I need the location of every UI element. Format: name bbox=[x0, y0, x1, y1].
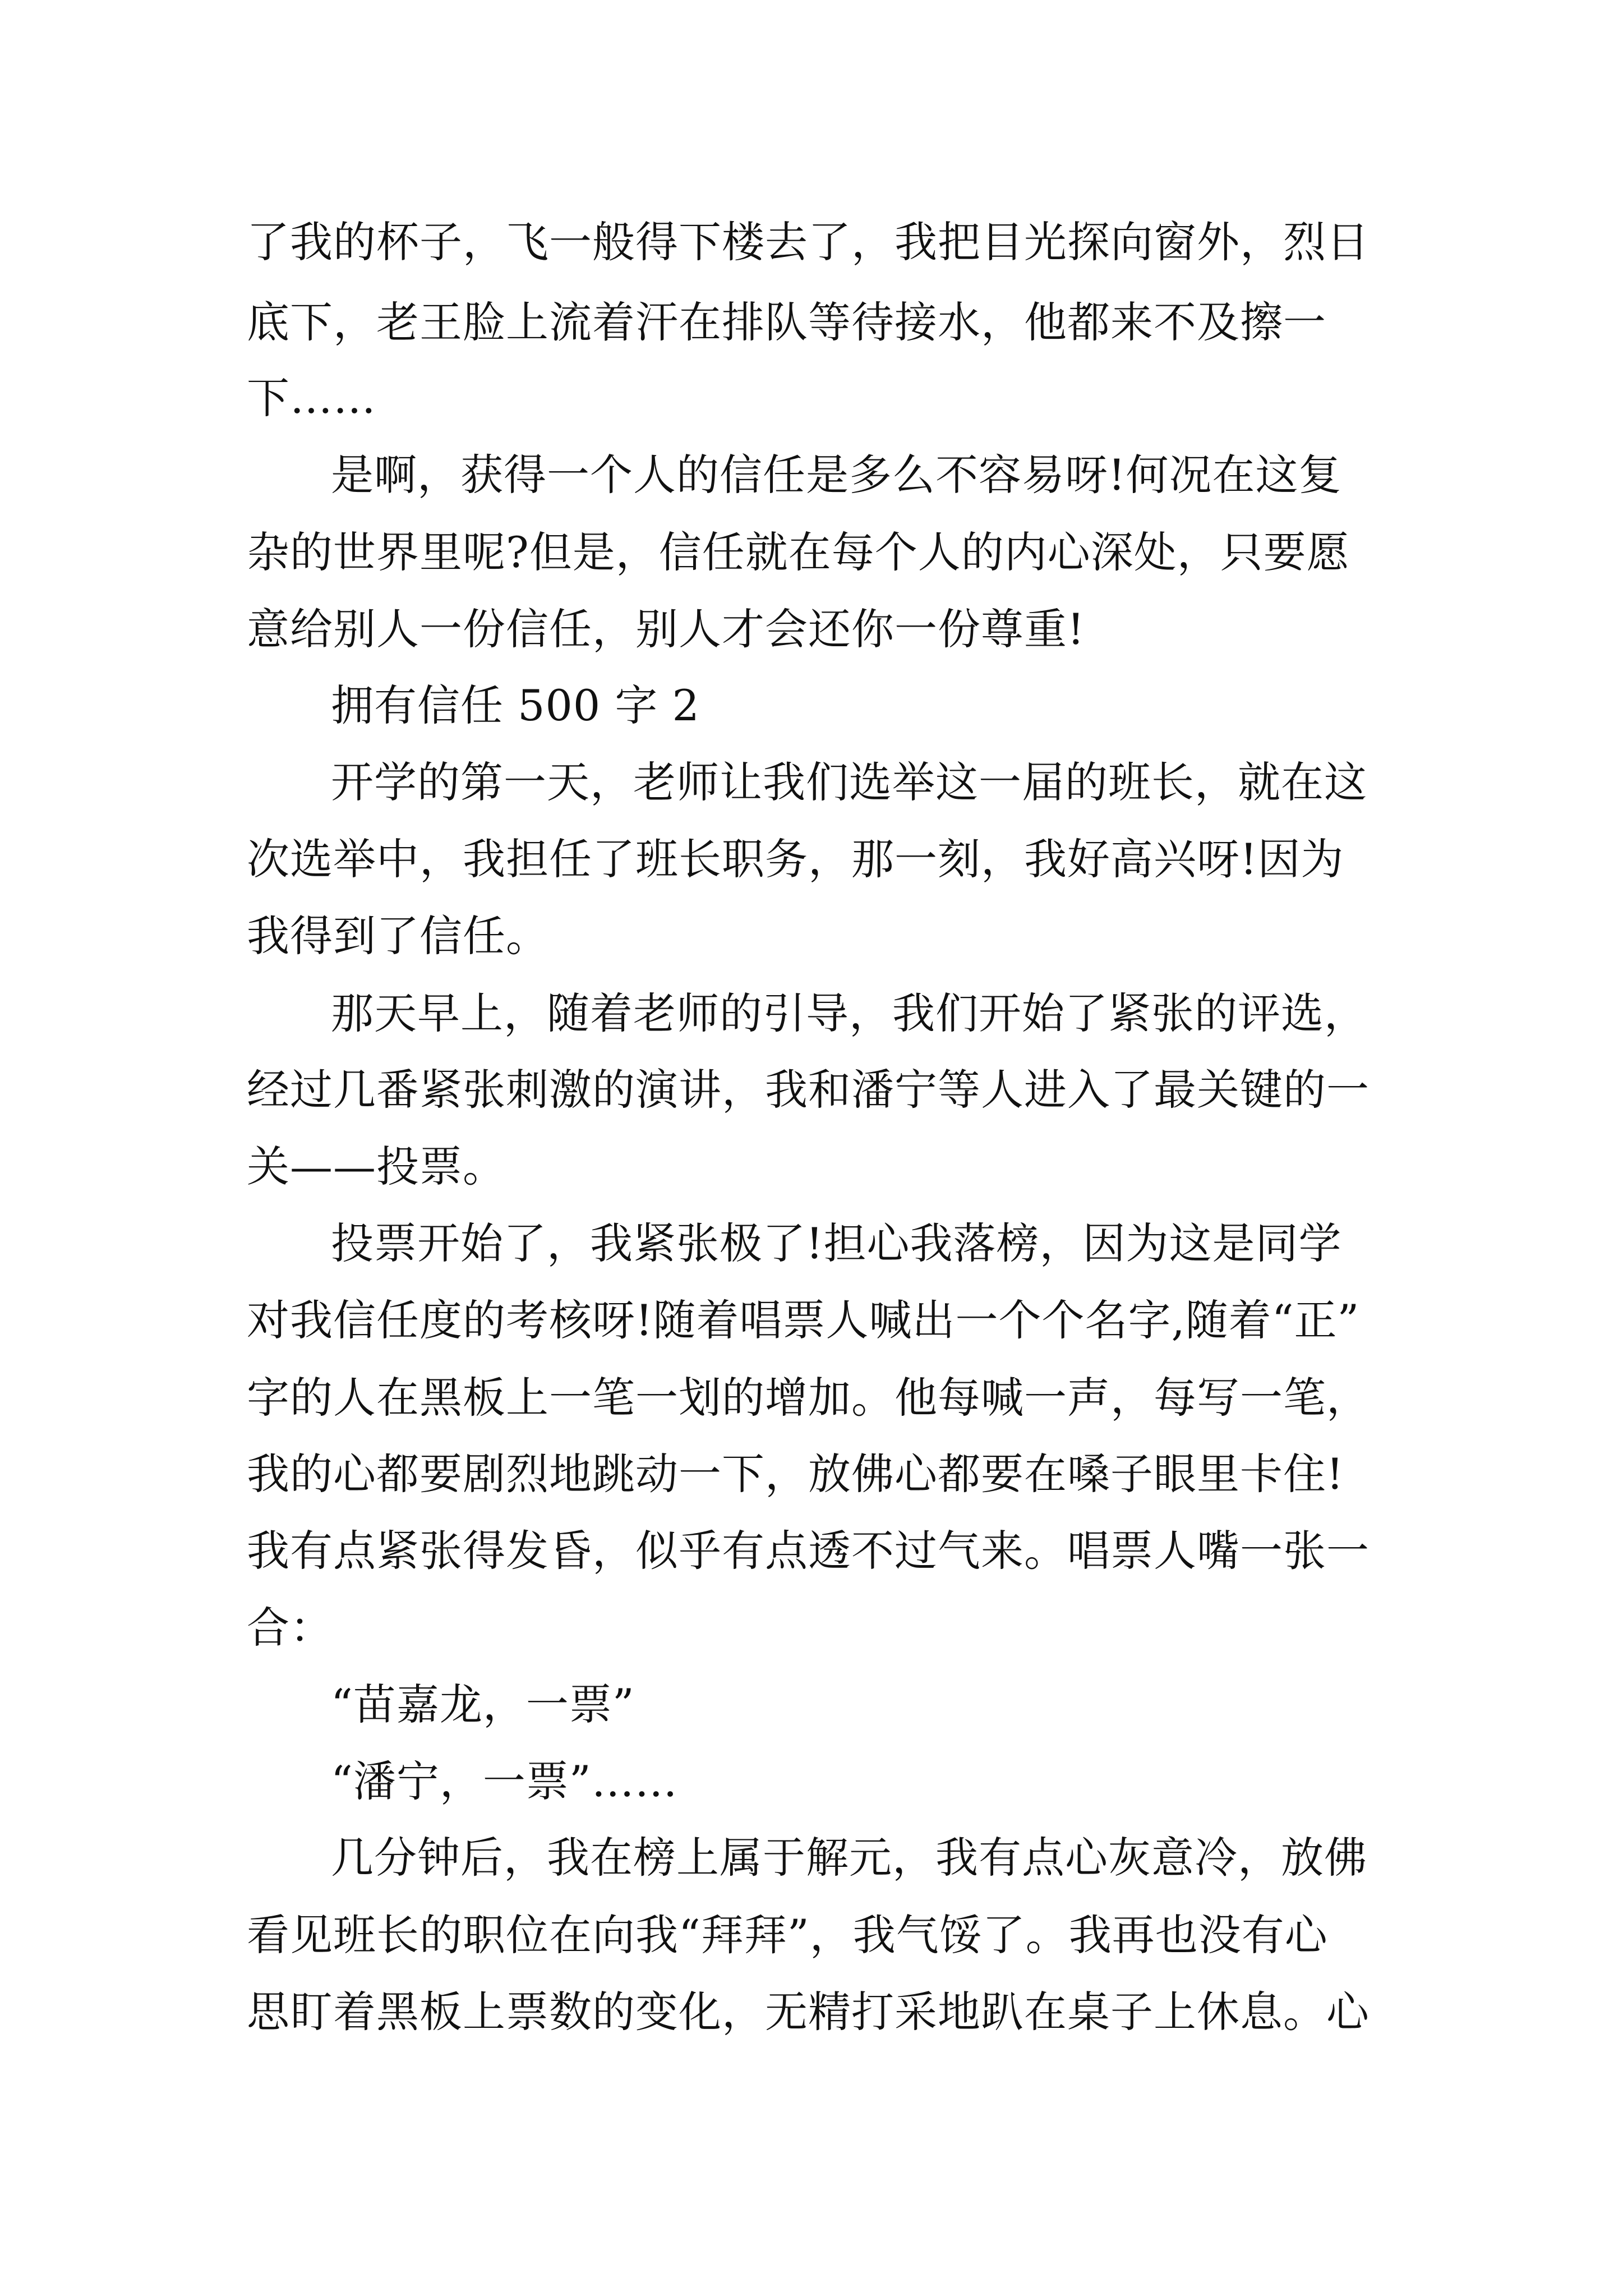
text-line: 字的人在黑板上一笔一划的增加。他每喊一声，每写一笔， bbox=[247, 1373, 1370, 1423]
text-line: 杂的世界里呢?但是，信任就在每个人的内心深处，只要愿 bbox=[247, 527, 1350, 577]
text-line: 对我信任度的考核呀!随着唱票人喊出一个个名字,随着“正” bbox=[247, 1295, 1360, 1345]
text-line: 意给别人一份信任，别人才会还你一份尊重! bbox=[247, 604, 1085, 654]
text-line: 思盯着黑板上票数的变化，无精打采地趴在桌子上休息。心 bbox=[247, 1987, 1370, 2037]
text-line: 下…… bbox=[247, 373, 376, 423]
text-line: 我的心都要剧烈地跳动一下，放佛心都要在嗓子眼里卡住! bbox=[247, 1449, 1344, 1499]
text-line: 看见班长的职位在向我“拜拜”，我气馁了。我再也没有心 bbox=[247, 1910, 1328, 1960]
text-line: 那天早上，随着老师的引导，我们开始了紧张的评选， bbox=[331, 988, 1367, 1038]
text-line: 投票开始了，我紧张极了!担心我落榜，因为这是同学 bbox=[331, 1218, 1342, 1268]
text-line: 我有点紧张得发昏，似乎有点透不过气来。唱票人嘴一张一 bbox=[247, 1526, 1370, 1576]
text-line: 了我的杯子，飞一般得下楼去了，我把目光探向窗外，烈日 bbox=[247, 217, 1370, 267]
text-line: 关——投票。 bbox=[247, 1142, 506, 1191]
text-line: 开学的第一天，老师让我们选举这一届的班长，就在这 bbox=[331, 757, 1367, 807]
text-line: 我得到了信任。 bbox=[247, 911, 549, 961]
text-line: 次选举中，我担任了班长职务，那一刻，我好高兴呀!因为 bbox=[247, 834, 1344, 884]
quote-line: “苗嘉龙，一票” bbox=[331, 1680, 635, 1729]
quote-line: “潘宁，一票”…… bbox=[331, 1756, 678, 1806]
text-line: 合： bbox=[247, 1603, 333, 1653]
text-line: 是啊，获得一个人的信任是多么不容易呀!何况在这复 bbox=[331, 450, 1342, 500]
section-heading: 拥有信任 500 字 2 bbox=[331, 680, 700, 730]
text-line: 经过几番紧张刺激的演讲，我和潘宁等人进入了最关键的一 bbox=[247, 1065, 1370, 1115]
text-line: 几分钟后，我在榜上属于解元，我有点心灰意冷，放佛 bbox=[331, 1833, 1367, 1883]
text-line: 底下，老王脸上流着汗在排队等待接水，他都来不及擦一 bbox=[247, 297, 1326, 347]
